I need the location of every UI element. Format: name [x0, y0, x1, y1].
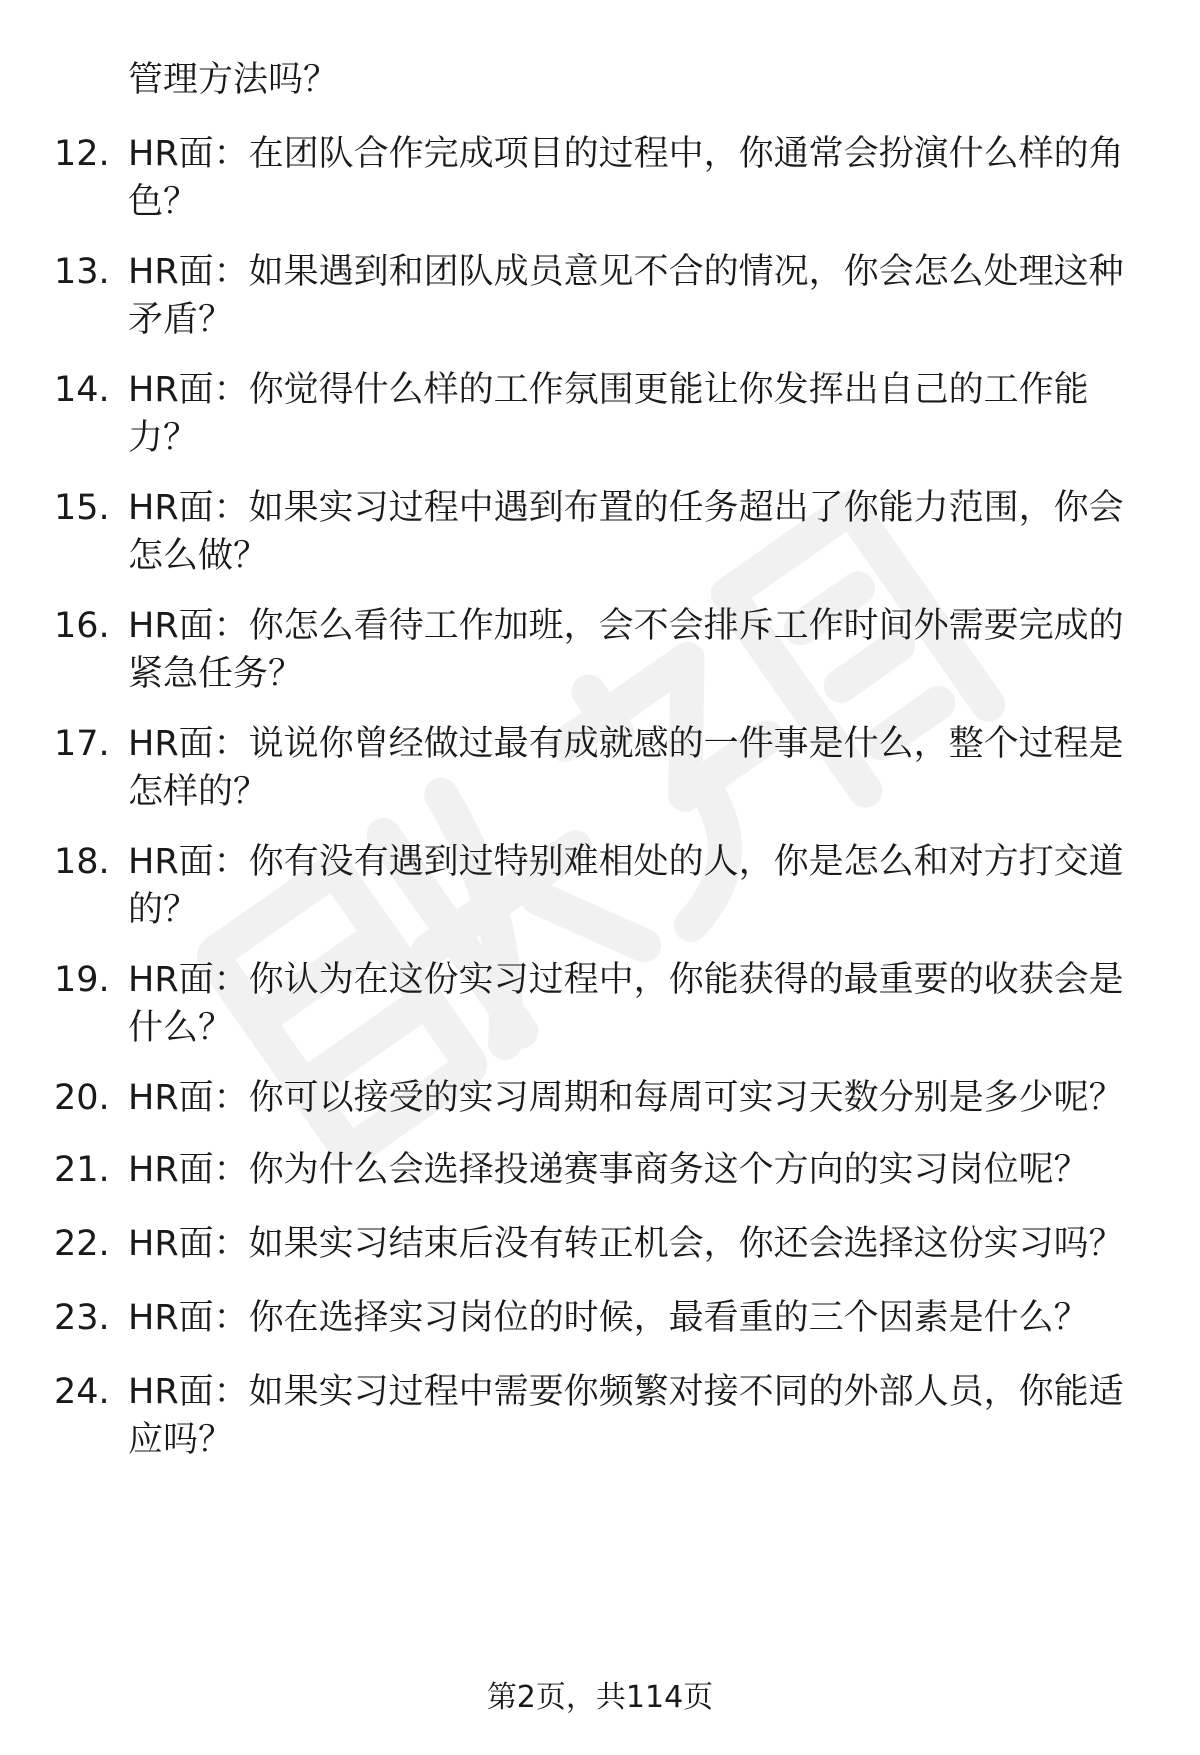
item-number: 15.	[54, 488, 110, 528]
item-text	[128, 838, 1158, 934]
item-text-line: 的？	[128, 890, 199, 930]
item-text-line: HR面：在团队合作完成项目的过程中，你通常会扮演什么样的角	[128, 134, 1124, 174]
item-text-line: HR面：说说你曾经做过最有成就感的一件事是什么，整个过程是	[128, 724, 1124, 764]
item-text	[128, 720, 1158, 816]
item-number: 19.	[54, 960, 110, 1000]
item-number: 22.	[54, 1224, 110, 1264]
item-text	[128, 1294, 1158, 1342]
item-text	[128, 602, 1158, 698]
item-number: 23.	[54, 1298, 110, 1338]
item-text-line: 色？	[128, 182, 199, 222]
item-number: 21.	[54, 1150, 110, 1190]
item-text-line: 怎么做？	[128, 536, 269, 576]
item-number: 20.	[54, 1078, 110, 1118]
page-footer: 第2页，共114页	[486, 1680, 714, 1715]
item-text-line: HR面：你在选择实习岗位的时候，最看重的三个因素是什么？	[128, 1298, 1089, 1338]
item-text-line: 矛盾？	[128, 300, 234, 340]
item-text-line: HR面：你为什么会选择投递赛事商务这个方向的实习岗位呢？	[128, 1150, 1089, 1190]
item-text	[128, 366, 1158, 462]
item-number: 24.	[54, 1372, 110, 1412]
item-text	[128, 1146, 1158, 1194]
item-text-line: 应吗？	[128, 1420, 234, 1460]
item-number: 13.	[54, 252, 110, 292]
item-text	[128, 956, 1158, 1052]
item-text-line: HR面：你觉得什么样的工作氛围更能让你发挥出自己的工作能	[128, 370, 1089, 410]
item-number: 14.	[54, 370, 110, 410]
item-text-line: HR面：如果实习过程中遇到布置的任务超出了你能力范围，你会	[128, 488, 1124, 528]
item-text	[128, 484, 1158, 580]
item-text-line: HR面：如果实习过程中需要你频繁对接不同的外部人员，你能适	[128, 1372, 1124, 1412]
item-text-line: HR面：如果实习结束后没有转正机会，你还会选择这份实习吗？	[128, 1224, 1124, 1264]
item-text-line: 力？	[128, 418, 199, 458]
continuation-text: 管理方法吗？	[128, 60, 339, 100]
item-text-line: HR面：你认为在这份实习过程中，你能获得的最重要的收获会是	[128, 960, 1124, 1000]
item-text-line: 什么？	[128, 1008, 234, 1048]
item-number: 17.	[54, 724, 110, 764]
item-text-line: 怎样的？	[128, 772, 269, 812]
item-text	[128, 1368, 1158, 1464]
item-text-line: 紧急任务？	[128, 654, 304, 694]
item-text-line: HR面：你有没有遇到过特别难相处的人，你是怎么和对方打交道	[128, 842, 1124, 882]
item-number: 18.	[54, 842, 110, 882]
item-text-line: HR面：如果遇到和团队成员意见不合的情况，你会怎么处理这种	[128, 252, 1124, 292]
item-text-line: HR面：你怎么看待工作加班，会不会排斥工作时间外需要完成的	[128, 606, 1124, 646]
item-text	[128, 130, 1158, 226]
item-text-line: HR面：你可以接受的实习周期和每周可实习天数分别是多少呢？	[128, 1078, 1124, 1118]
item-number: 12.	[54, 134, 110, 174]
item-text	[128, 248, 1158, 344]
item-text	[128, 1220, 1158, 1268]
item-number: 16.	[54, 606, 110, 646]
item-text	[128, 1074, 1158, 1122]
